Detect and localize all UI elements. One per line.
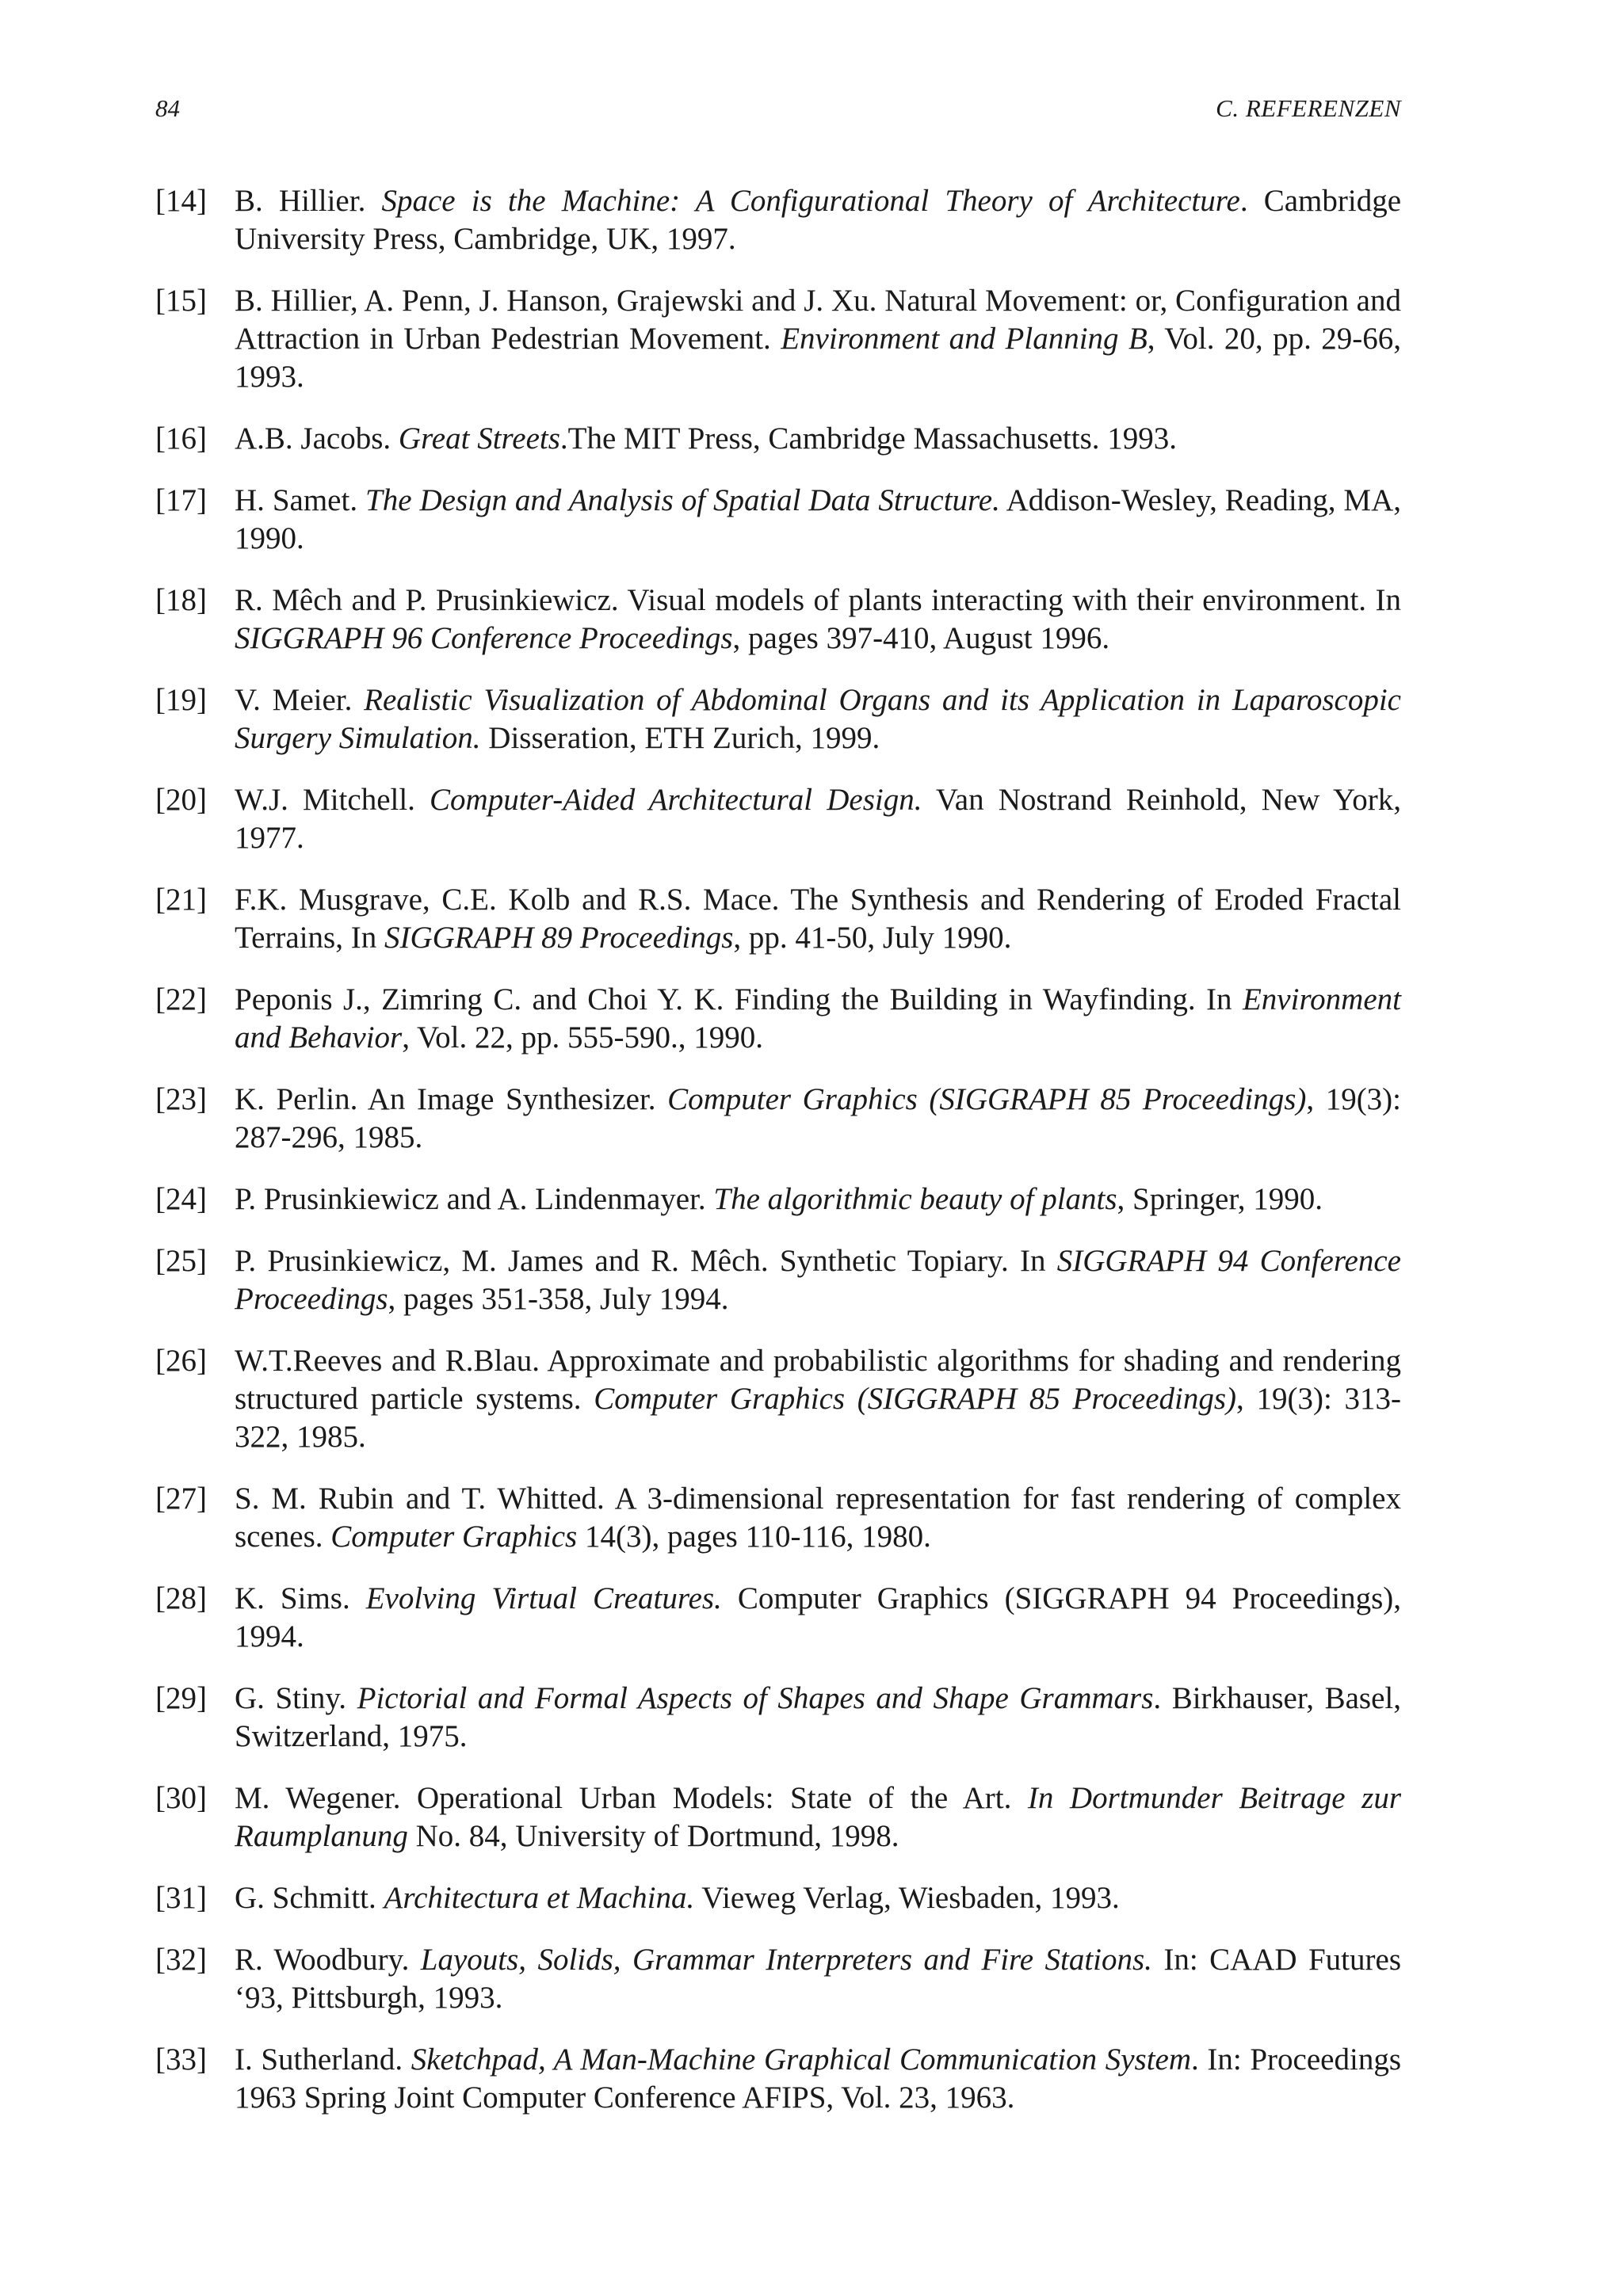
reference-number: [32] bbox=[155, 1943, 207, 1977]
reference-title-italic: In Dortmunder Beitrage zur Raumplanung bbox=[235, 1781, 1401, 1853]
reference-text-segment: G. Schmitt. bbox=[235, 1881, 384, 1915]
reference-text-segment: , pages 397-410, August 1996. bbox=[732, 621, 1110, 655]
reference-number: [29] bbox=[155, 1681, 207, 1715]
reference-number: [33] bbox=[155, 2042, 207, 2077]
reference-title-italic: Realistic Visualization of Abdominal Organs and its Application in Laparoscopic Surgery Simulation. bbox=[235, 683, 1401, 755]
reference-number: [20] bbox=[155, 783, 207, 817]
reference-number: [28] bbox=[155, 1581, 207, 1615]
reference-text-segment: , Vol. 20, pp. 29-66, 1993. bbox=[235, 322, 1401, 394]
reference-text-segment: , 19(3): 313-322, 1985. bbox=[235, 1382, 1401, 1454]
reference-text-segment: H. Samet. bbox=[235, 483, 366, 517]
reference-title-italic: Pictorial and Formal Aspects of Shapes and Shape Grammars bbox=[357, 1681, 1154, 1715]
reference-text-segment: S. M. Rubin and T. Whitted. A 3-dimensional representation for fast rendering of complex scenes. bbox=[235, 1482, 1401, 1554]
reference-entry bbox=[155, 681, 1401, 757]
reference-text bbox=[235, 583, 1401, 655]
reference-text-segment: , Vol. 22, pp. 555-590., 1990. bbox=[402, 1020, 763, 1055]
reference-text bbox=[235, 1943, 1401, 2015]
reference-entry bbox=[155, 1081, 1401, 1157]
reference-text-segment: In: CAAD Futures ‘93, Pittsburgh, 1993. bbox=[235, 1943, 1401, 2015]
reference-entry bbox=[155, 282, 1401, 396]
reference-text-segment: B. Hillier, A. Penn, J. Hanson, Grajewski and J. Xu. Natural Movement: or, Configuration and Attraction in Urban Pedestrian Movement. bbox=[235, 284, 1401, 356]
reference-text bbox=[235, 483, 1401, 555]
reference-title-italic: SIGGRAPH 96 Conference Proceedings bbox=[235, 621, 733, 655]
reference-entry bbox=[155, 1342, 1401, 1456]
reference-entry bbox=[155, 482, 1401, 558]
running-head: C. REFERENZEN bbox=[1216, 94, 1401, 122]
reference-text-segment: , Springer, 1990. bbox=[1117, 1182, 1323, 1216]
reference-text-segment: . Birkhauser, Basel, Switzerland, 1975. bbox=[235, 1681, 1401, 1753]
reference-text-segment: G. Stiny. bbox=[235, 1681, 357, 1715]
reference-text-segment: I. Sutherland. bbox=[235, 2042, 411, 2077]
reference-title-italic: SIGGRAPH 94 Conference Proceedings bbox=[235, 1244, 1401, 1316]
reference-number: [26] bbox=[155, 1344, 207, 1378]
reference-entry bbox=[155, 781, 1401, 857]
reference-number: [19] bbox=[155, 683, 207, 717]
reference-number: [27] bbox=[155, 1482, 207, 1516]
reference-entry bbox=[155, 981, 1401, 1057]
reference-number: [23] bbox=[155, 1082, 207, 1116]
reference-entry bbox=[155, 2041, 1401, 2117]
reference-number: [22] bbox=[155, 982, 207, 1016]
reference-entry bbox=[155, 182, 1401, 258]
reference-text-segment: Disseration, ETH Zurich, 1999. bbox=[480, 721, 880, 755]
reference-number: [18] bbox=[155, 583, 207, 617]
reference-number: [17] bbox=[155, 483, 207, 517]
reference-text-segment: K. Perlin. An Image Synthesizer. bbox=[235, 1082, 668, 1116]
reference-text-segment: , 19(3): 287-296, 1985. bbox=[235, 1082, 1402, 1154]
reference-text-segment: P. Prusinkiewicz, M. James and R. Mêch. Synthetic Topiary. In bbox=[235, 1244, 1057, 1278]
reference-entry bbox=[155, 1480, 1401, 1556]
reference-text bbox=[235, 783, 1401, 855]
reference-text-segment: , pp. 41-50, July 1990. bbox=[733, 921, 1012, 955]
reference-text-segment: R. Mêch and P. Prusinkiewicz. Visual models of plants interacting with their environment. In bbox=[235, 583, 1401, 617]
reference-number: [31] bbox=[155, 1881, 207, 1915]
reference-text-segment: R. Woodbury. bbox=[235, 1943, 421, 1977]
reference-text bbox=[235, 1182, 1323, 1216]
reference-text-segment: 14(3), pages 110-116, 1980. bbox=[577, 1520, 931, 1554]
reference-text-segment: Addison-Wesley, Reading, MA, 1990. bbox=[235, 483, 1401, 555]
reference-text bbox=[235, 1581, 1401, 1653]
reference-text bbox=[235, 1344, 1401, 1454]
reference-number: [24] bbox=[155, 1182, 207, 1216]
reference-entry bbox=[155, 1941, 1401, 2017]
reference-title-italic: Environment and Behavior bbox=[235, 982, 1401, 1055]
reference-entry bbox=[155, 1779, 1401, 1855]
reference-text bbox=[235, 1781, 1401, 1853]
reference-entry bbox=[155, 881, 1401, 957]
reference-entry bbox=[155, 1242, 1401, 1318]
reference-list bbox=[155, 182, 1401, 2141]
reference-title-italic: Architectura et Machina. bbox=[384, 1881, 695, 1915]
reference-text-segment: M. Wegener. Operational Urban Models: State of the Art. bbox=[235, 1781, 1028, 1815]
reference-title-italic: Evolving Virtual Creatures. bbox=[365, 1581, 722, 1615]
reference-text-segment: Van Nostrand Reinhold, New York, 1977. bbox=[235, 783, 1401, 855]
reference-text bbox=[235, 1482, 1401, 1554]
reference-text-segment: A.B. Jacobs. bbox=[235, 421, 399, 456]
reference-text-segment: W.J. Mitchell. bbox=[235, 783, 430, 817]
reference-text bbox=[235, 1881, 1120, 1915]
reference-number: [15] bbox=[155, 284, 207, 318]
reference-text-segment: K. Sims. bbox=[235, 1581, 366, 1615]
reference-entry bbox=[155, 1580, 1401, 1656]
reference-title-italic: Environment and Planning B bbox=[781, 322, 1148, 356]
reference-title-italic: Great Streets bbox=[398, 421, 560, 456]
reference-entry bbox=[155, 1680, 1401, 1756]
reference-title-italic: Sketchpad, A Man-Machine Graphical Communication System bbox=[411, 2042, 1192, 2077]
reference-text bbox=[235, 421, 1177, 456]
reference-text bbox=[235, 1681, 1401, 1753]
reference-title-italic: The algorithmic beauty of plants bbox=[713, 1182, 1117, 1216]
reference-title-italic: Computer Graphics (SIGGRAPH 85 Proceedings) bbox=[667, 1082, 1307, 1116]
reference-title-italic: Computer Graphics bbox=[330, 1520, 578, 1554]
reference-title-italic: SIGGRAPH 89 Proceedings bbox=[384, 921, 734, 955]
reference-title-italic: Layouts, Solids, Grammar Interpreters and Fire Stations. bbox=[420, 1943, 1152, 1977]
reference-text bbox=[235, 683, 1401, 755]
page-header bbox=[155, 89, 1401, 128]
reference-text-segment: W.T.Reeves and R.Blau. Approximate and probabilistic algorithms for shading and rendering structured particle systems. bbox=[235, 1344, 1401, 1416]
page-number: 84 bbox=[155, 94, 180, 122]
reference-text-segment: F.K. Musgrave, C.E. Kolb and R.S. Mace. The Synthesis and Rendering of Eroded Fractal Terrains, In bbox=[235, 883, 1401, 955]
reference-number: [25] bbox=[155, 1244, 207, 1278]
reference-text-segment: . Cambridge University Press, Cambridge, UK, 1997. bbox=[235, 184, 1402, 256]
reference-number: [30] bbox=[155, 1781, 207, 1815]
reference-number: [21] bbox=[155, 883, 207, 917]
reference-title-italic: Computer-Aided Architectural Design. bbox=[430, 783, 922, 817]
reference-text bbox=[235, 982, 1401, 1055]
reference-text-segment: . In: Proceedings 1963 Spring Joint Computer Conference AFIPS, Vol. 23, 1963. bbox=[235, 2042, 1401, 2115]
reference-entry bbox=[155, 582, 1401, 658]
reference-text bbox=[235, 883, 1401, 955]
reference-text-segment: .The MIT Press, Cambridge Massachusetts. 1993. bbox=[559, 421, 1178, 456]
reference-text bbox=[235, 2042, 1401, 2115]
reference-text-segment: Peponis J., Zimring C. and Choi Y. K. Finding the Building in Wayfinding. In bbox=[235, 982, 1243, 1016]
reference-entry bbox=[155, 1180, 1401, 1219]
reference-text bbox=[235, 184, 1401, 256]
reference-text bbox=[235, 1082, 1401, 1154]
reference-text-segment: Computer Graphics (SIGGRAPH 94 Proceedings), 1994. bbox=[235, 1581, 1401, 1653]
reference-text-segment: Vieweg Verlag, Wiesbaden, 1993. bbox=[694, 1881, 1120, 1915]
reference-number: [16] bbox=[155, 421, 207, 456]
reference-text-segment: P. Prusinkiewicz and A. Lindenmayer. bbox=[235, 1182, 714, 1216]
reference-number: [14] bbox=[155, 184, 207, 218]
reference-entry bbox=[155, 1879, 1401, 1917]
reference-text bbox=[235, 1244, 1401, 1316]
reference-text-segment: No. 84, University of Dortmund, 1998. bbox=[407, 1819, 899, 1853]
reference-title-italic: Space is the Machine: A Configurational Theory of Architecture bbox=[381, 184, 1240, 218]
reference-text-segment: B. Hillier. bbox=[235, 184, 382, 218]
reference-text-segment: V. Meier. bbox=[235, 683, 365, 717]
reference-title-italic: Computer Graphics (SIGGRAPH 85 Proceedings) bbox=[594, 1382, 1237, 1416]
reference-text bbox=[235, 284, 1401, 394]
reference-text-segment: , pages 351-358, July 1994. bbox=[388, 1282, 729, 1316]
reference-title-italic: The Design and Analysis of Spatial Data Structure. bbox=[365, 483, 1000, 517]
reference-entry bbox=[155, 420, 1401, 458]
